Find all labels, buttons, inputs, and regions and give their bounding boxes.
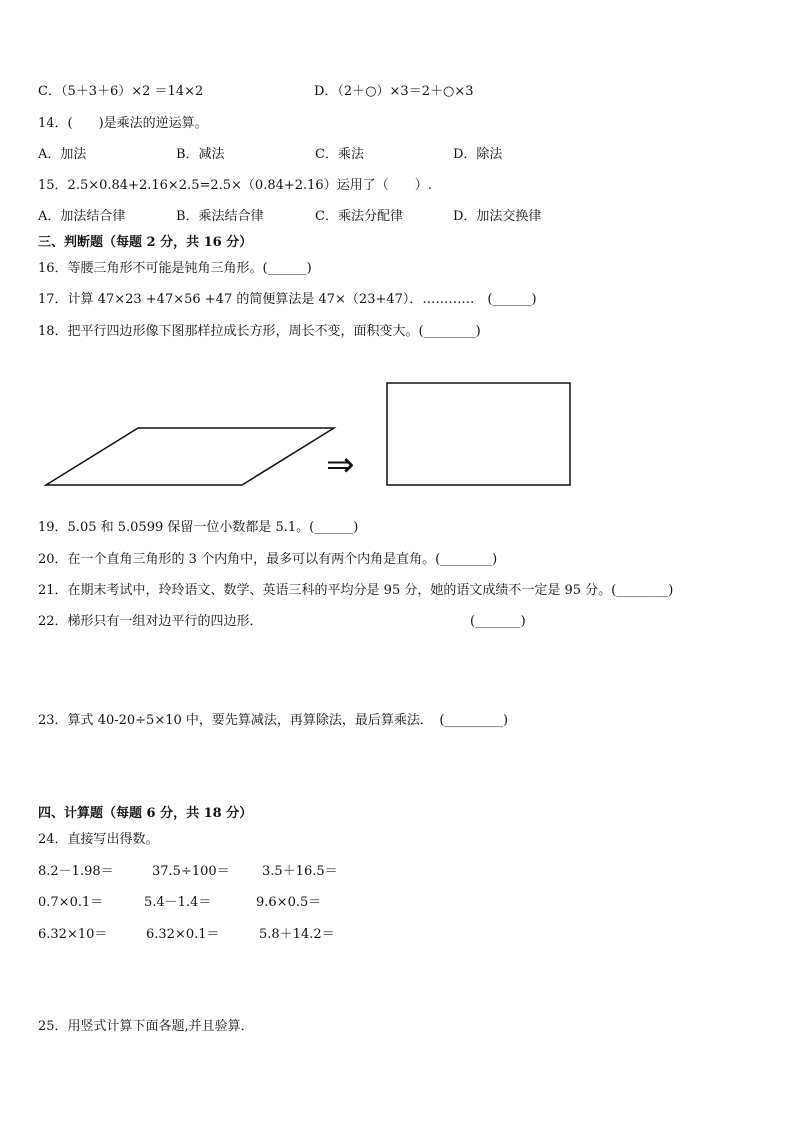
q23: 23．算式 40-20÷5×10 中，要先算减法，再算除法，最后算乘法． (_________) [38,713,509,728]
parallelogram-shape [46,428,334,485]
q14-option-a: A．加法 [38,147,87,162]
section3-title: 三、判断题（每题 2 分，共 16 分） [38,235,253,250]
q14-stem: 14．( )是乘法的逆运算。 [38,116,208,131]
q24-item: 5.8＋14.2＝ [259,927,335,942]
q21: 21．在期末考试中，玲玲语文、数学、英语三科的平均分是 95 分，她的语文成绩不一定是 95 分。(________) [38,583,674,598]
q25-stem: 25．用竖式计算下面各题,并且验算． [38,1019,254,1034]
q24-item: 5.4－1.4＝ [144,895,212,910]
q15-option-b: B．乘法结合律 [176,209,264,224]
q24-item: 6.32×0.1＝ [146,927,220,942]
rectangle-shape [387,383,570,485]
q19: 19．5.05 和 5.0599 保留一位小数都是 5.1。(______) [38,520,359,535]
q24-item: 9.6×0.5＝ [256,895,322,910]
q22-answer-blank: (_______) [470,614,526,629]
q13-option-d: D．（2＋○）×3＝2＋○×3 [314,84,474,99]
q18: 18．把平行四边形像下图那样拉成长方形，周长不变，面积变大。(________) [38,324,481,339]
q14-option-b: B．减法 [176,147,225,162]
q24-item: 3.5＋16.5＝ [262,864,338,879]
q24-item: 0.7×0.1＝ [38,895,104,910]
q15-option-d: D．加法交换律 [453,209,542,224]
q24-item: 6.32×10＝ [38,927,108,942]
transform-arrow-icon: ⇒ [326,445,355,485]
q24-item: 8.2－1.98＝ [38,864,114,879]
q15-stem: 15．2.5×0.84+2.16×2.5=2.5×（0.84+2.16）运用了（ ）. [38,178,432,193]
q24-stem: 24．直接写出得数。 [38,832,159,847]
q16: 16．等腰三角形不可能是钝角三角形。(______) [38,261,312,276]
q14-option-d: D．除法 [453,147,503,162]
section4-title: 四、计算题（每题 6 分，共 18 分） [38,806,253,821]
q20: 20．在一个直角三角形的 3 个内角中，最多可以有两个内角是直角。(________) [38,552,498,567]
q15-option-c: C．乘法分配律 [315,209,403,224]
q13-option-c: C．（5＋3＋6）×2 ＝14×2 [38,84,204,99]
q17: 17．计算 47×23 +47×56 +47 的简便算法是 47×（23+47）．………… (______) [38,292,537,307]
parallelogram-to-rectangle-figure [0,0,794,520]
q24-item: 37.5÷100＝ [152,864,230,879]
q15-option-a: A．加法结合律 [38,209,126,224]
q22: 22．梯形只有一组对边平行的四边形． [38,614,263,629]
q14-option-c: C．乘法 [315,147,364,162]
